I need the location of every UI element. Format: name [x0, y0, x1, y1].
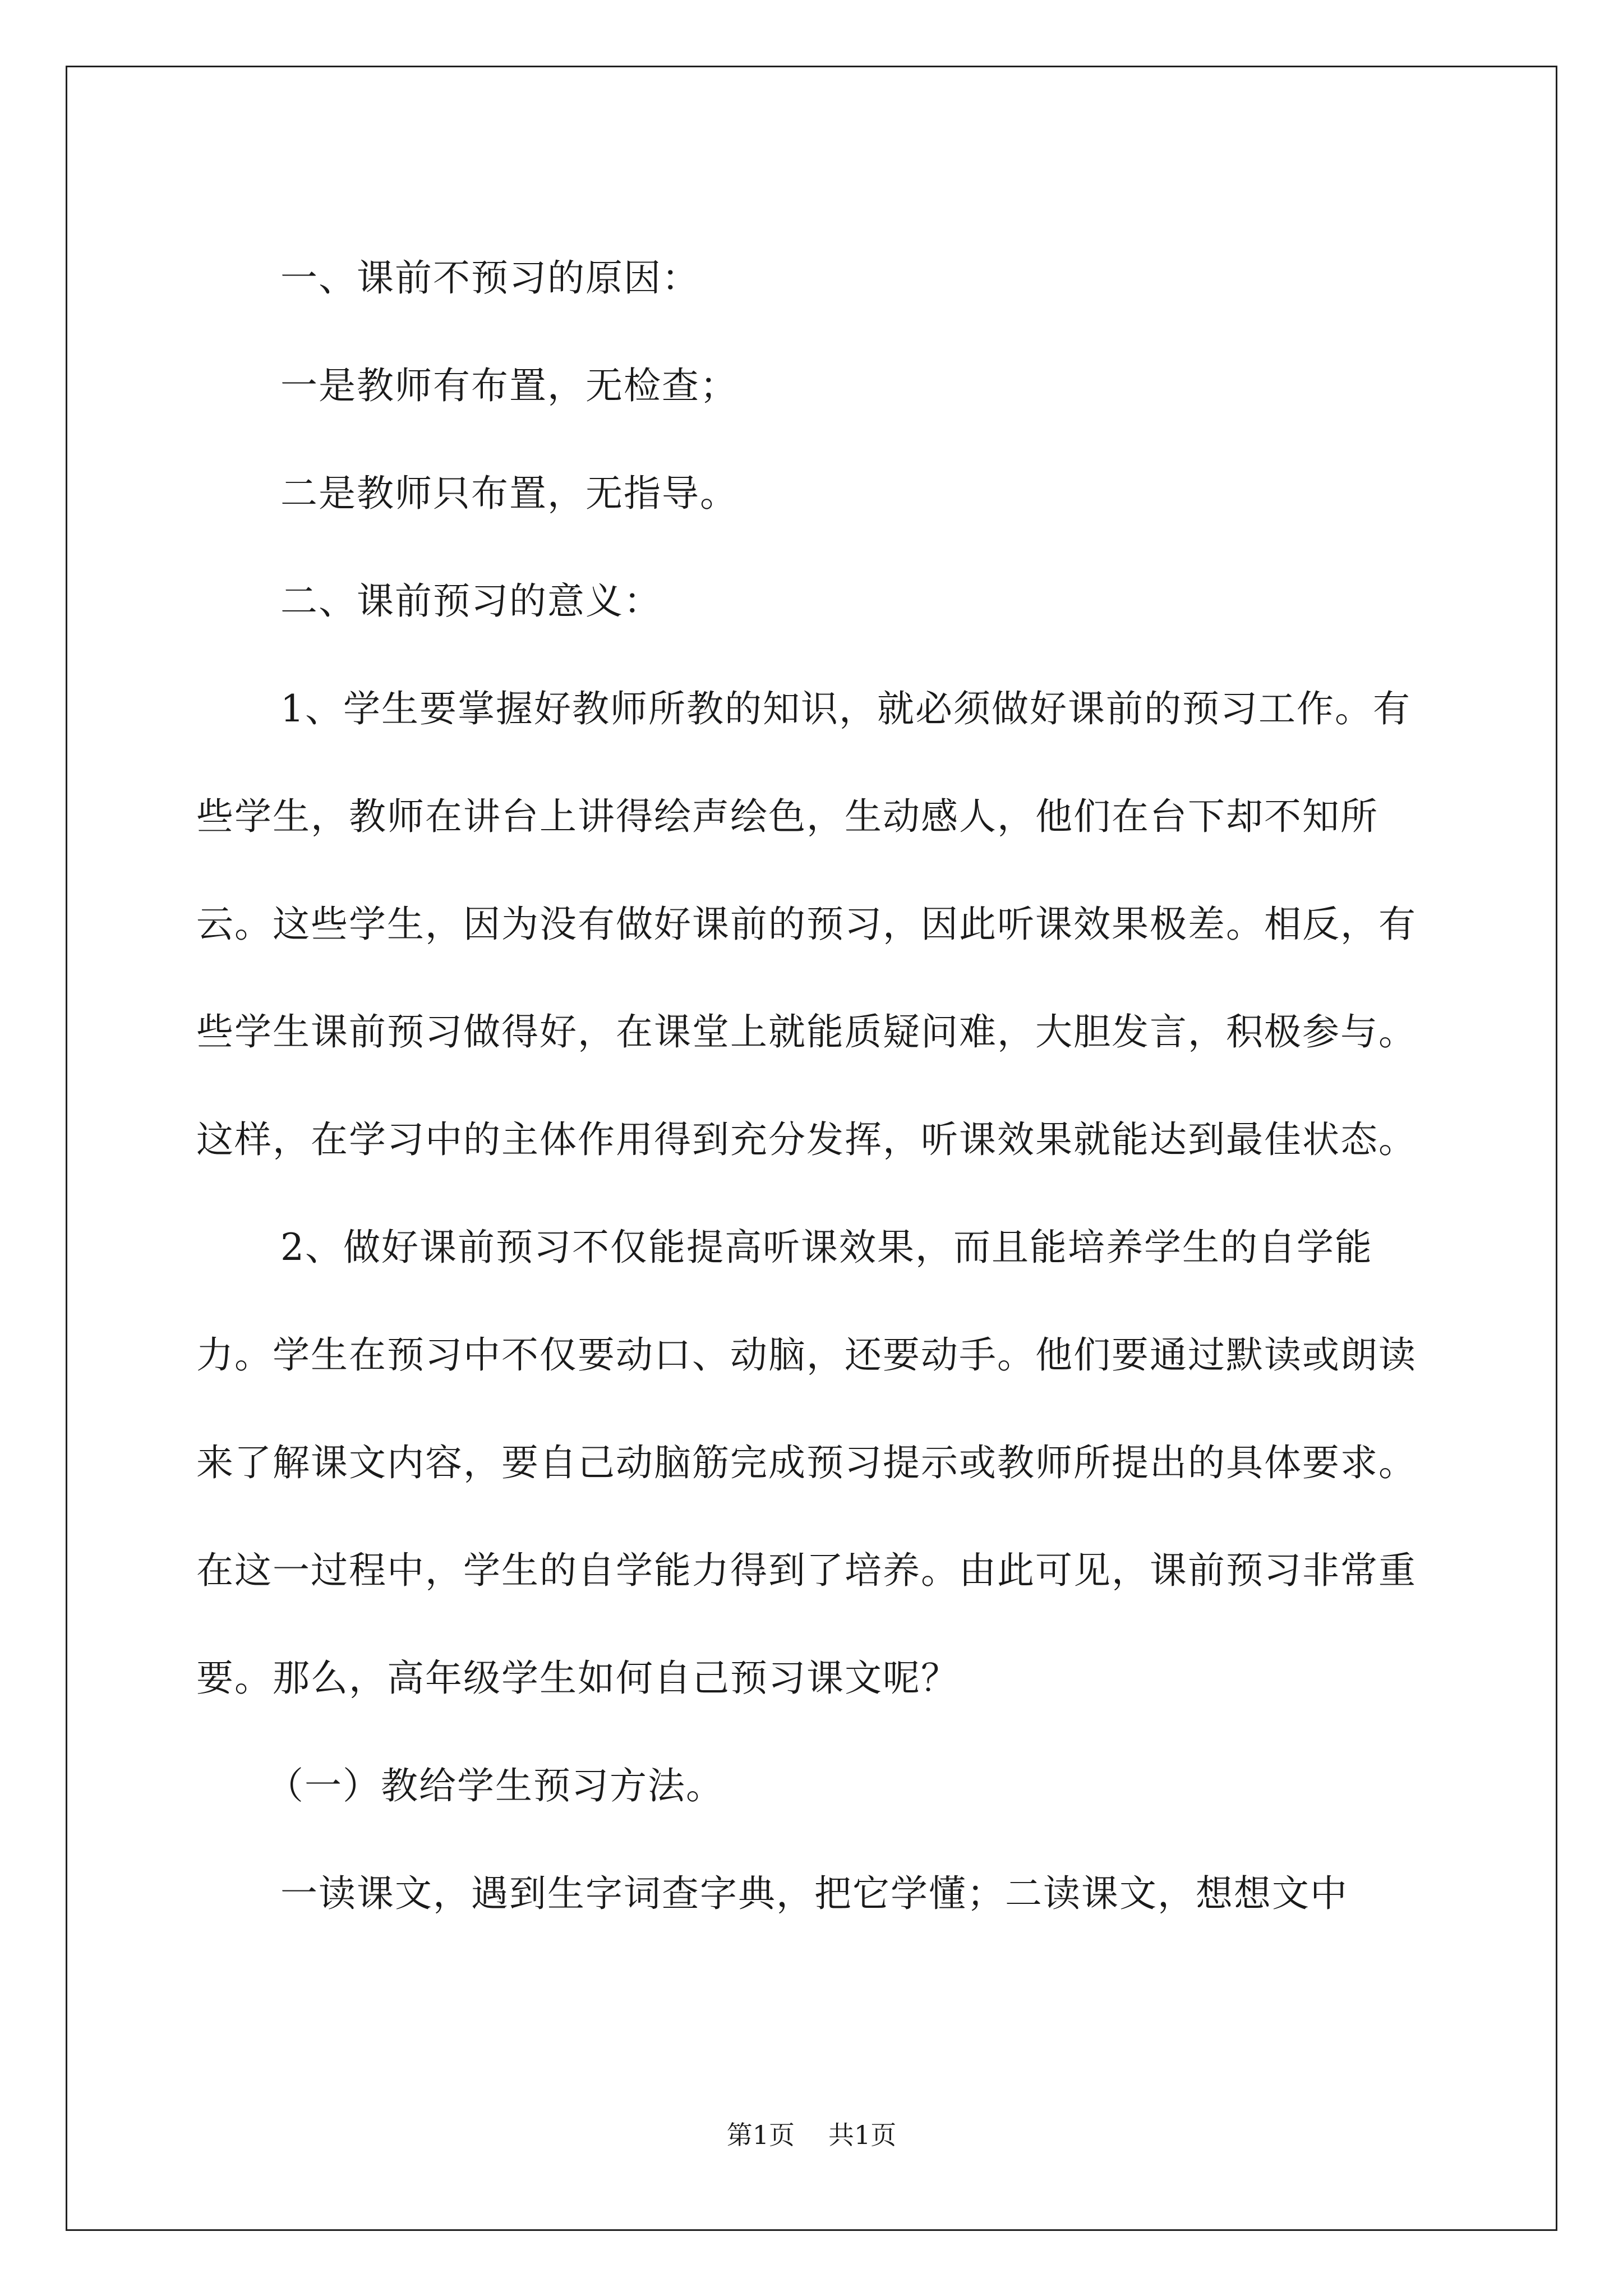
- paragraph-1: 一、课前不预习的原因：: [280, 256, 700, 300]
- paragraph-8: 一读课文，遇到生字词查字典，把它学懂；二读课文，想想文中: [280, 1872, 1348, 1915]
- page-number: 第1页: [726, 2120, 795, 2150]
- paragraph-3: 二是教师只布置，无指导。: [280, 472, 738, 515]
- document-body: [196, 224, 1430, 1948]
- page-footer: [0, 2115, 1623, 2152]
- paragraph-5: 1、学生要掌握好教师所教的知识，就必须做好课前的预习工作。有些学生，教师在讲台上讲得绘声绘色，生动感人，他们在台下却不知所云。这些学生，因为没有做好课前的预习，因此听课效果极差。相反，有些学生课前预习做得好，在课堂上就能质疑问难，大胆发言，积极参与。这样，在学习中的主体作用得到充分发挥，听课效果就能达到最佳状态。: [196, 687, 1417, 1161]
- page-total: 共1页: [828, 2120, 897, 2150]
- paragraph-6: 2、做好课前预习不仅能提高听课效果，而且能培养学生的自学能力。学生在预习中不仅要动口、动脑，还要动手。他们要通过默读或朗读来了解课文内容，要自己动脑筋完成预习提示或教师所提出的具体要求。在这一过程中，学生的自学能力得到了培养。由此可见，课前预习非常重要。那么，高年级学生如何自己预习课文呢？: [196, 1226, 1417, 1700]
- paragraph-4: 二、课前预习的意义：: [280, 579, 662, 623]
- paragraph-2: 一是教师有布置，无检查；: [280, 364, 738, 407]
- paragraph-7: （一）教给学生预习方法。: [266, 1764, 724, 1807]
